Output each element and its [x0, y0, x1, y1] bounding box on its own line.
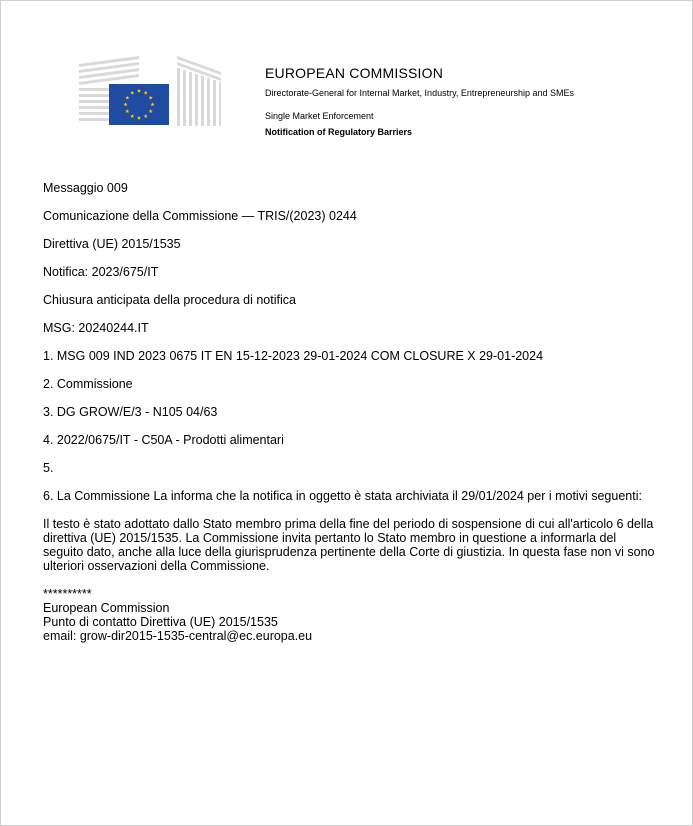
header	[265, 65, 574, 137]
item-3: 3. DG GROW/E/3 - N105 04/63	[43, 405, 218, 419]
item-6: 6. La Commissione La informa che la notifica in oggetto è stata archiviata il 29/01/2024 per i motivi seguenti:	[43, 489, 642, 503]
signature-org: European Commission	[43, 601, 170, 615]
procedure-title: Chiusura anticipata della procedura di notifica	[43, 293, 296, 307]
signature-email: email: grow-dir2015-1535-central@ec.europa.eu	[43, 629, 313, 643]
msg-ref: MSG: 20240244.IT	[43, 321, 149, 335]
item-4: 4. 2022/0675/IT - C50A - Prodotti alimentari	[43, 433, 284, 447]
closing-paragraph: Il testo è stato adottato dallo Stato membro prima della fine del periodo di sospensione di cui all'articolo 6 della direttiva (UE) 2015/1535. La Commissione invita pertanto lo Stato membro in questione a informarla del seguito dato, anche alla luce della giurisprudenza pertinente della Corte di giustizia. In questa fase non vi sono ulteriori osservazioni della Commissione.	[43, 517, 655, 573]
item-2: 2. Commissione	[43, 377, 133, 391]
signature-block	[43, 587, 658, 643]
signature-separator: **********	[43, 587, 92, 601]
signature-contact: Punto di contatto Direttiva (UE) 2015/1535	[43, 615, 278, 629]
directive-ref: Direttiva (UE) 2015/1535	[43, 237, 181, 251]
dg-name: Directorate-General for Internal Market, Industry, Entrepreneurship and SMEs	[265, 88, 574, 98]
eu-flag-logo-icon	[79, 56, 221, 126]
notification-ref: Notifica: 2023/675/IT	[43, 265, 159, 279]
item-5: 5.	[43, 461, 54, 475]
communication-ref: Comunicazione della Commissione — TRIS/(2023) 0244	[43, 209, 357, 223]
item-1: 1. MSG 009 IND 2023 0675 IT EN 15-12-2023 29-01-2024 COM CLOSURE X 29-01-2024	[43, 349, 544, 363]
message-number: Messaggio 009	[43, 181, 128, 195]
sub-unit-name: Notification of Regulatory Barriers	[265, 127, 413, 137]
org-name: EUROPEAN COMMISSION	[265, 65, 444, 81]
unit-name: Single Market Enforcement	[265, 111, 374, 121]
message-body	[43, 181, 658, 643]
